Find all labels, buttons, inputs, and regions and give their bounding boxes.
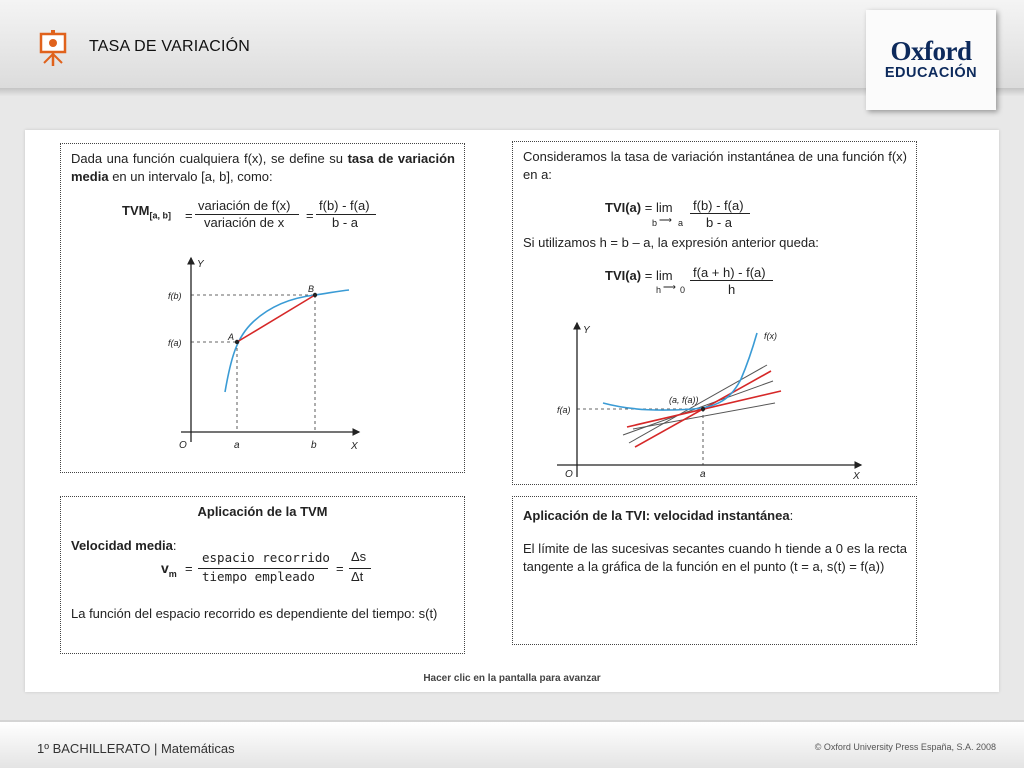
tvi-f1-eq: = lim <box>644 200 673 215</box>
tvm-x-label: X <box>351 441 358 452</box>
tvi-f2-bar <box>690 280 773 281</box>
tvi-f2-den: h <box>728 282 736 297</box>
tvm-y-label: Y <box>197 259 204 270</box>
tvi-f2 <box>605 268 673 283</box>
app-tvi-body: El límite de las sucesivas secantes cuando h tiende a 0 es la recta tangente a la gráfica de la función en el punto (t = a, s(t) = f(a)) <box>523 541 907 574</box>
tvm-frac2-den: b - a <box>332 215 359 230</box>
app-tvm-frac1-den: tiempo empleado <box>202 569 315 584</box>
app-tvm-velocity-label: Velocidad media <box>71 538 173 553</box>
tvm-secant <box>237 295 315 342</box>
app-tvm-vm-sub: m <box>168 568 177 579</box>
tvi-f2-label: TVI(a) <box>605 268 642 283</box>
app-tvi-title <box>523 507 793 525</box>
tvm-b-tick: b <box>311 440 317 451</box>
tvi-x-label: X <box>853 471 860 482</box>
tvi-y-label: Y <box>583 325 590 336</box>
tvm-equals-1: = <box>185 208 193 223</box>
tvi-f1-label: TVI(a) <box>605 200 642 215</box>
tvi-f2-eq: = lim <box>644 268 673 283</box>
tvm-curve <box>225 290 349 392</box>
app-tvm-frac2-den: Δt <box>351 569 364 584</box>
tvm-intro-bold: tasa de variación media <box>71 151 455 184</box>
tvm-frac2-num: f(b) - f(a) <box>319 198 370 213</box>
app-tvm-vm <box>161 560 177 579</box>
tvm-intro-post: en un intervalo [a, b], como: <box>108 169 273 184</box>
app-tvm-vm-main: v <box>161 560 169 576</box>
tvi-point <box>701 407 705 411</box>
tvm-intro-text <box>71 150 455 186</box>
tvm-origin-label: O <box>179 440 187 451</box>
tvi-f2-sub-from: h <box>656 285 662 295</box>
app-tvi-title-colon: : <box>789 508 794 523</box>
tvm-label-text: TVM <box>122 203 150 218</box>
oxford-logo-name: Oxford <box>890 36 972 66</box>
tvi-f2-arrow: ⟶ <box>663 282 676 292</box>
tvi-f1-sub-from: b <box>652 218 658 228</box>
app-tvm-velocity <box>71 537 177 555</box>
tvi-f2-num: f(a + h) - f(a) <box>693 265 766 280</box>
tvi-f2-sub-to: 0 <box>680 285 686 295</box>
tvi-f1-arrow: ⟶ <box>659 215 672 225</box>
app-tvm-box <box>60 496 465 654</box>
oxford-logo <box>866 10 996 110</box>
footer-copyright: © Oxford University Press España, S.A. 2008 <box>814 742 996 752</box>
tvm-label-sub: [a, b] <box>149 210 171 221</box>
tvi-intro-text: Consideramos la tasa de variación instantánea de una función f(x) en a: <box>523 149 907 182</box>
tvm-point-a <box>235 340 239 344</box>
app-tvm-frac1-num: espacio recorrido <box>202 550 330 565</box>
app-tvm-equals-1: = <box>185 561 193 576</box>
tvm-definition-box <box>60 143 465 473</box>
tvm-equals-2: = <box>306 208 314 223</box>
tvm-fb-label: f(b) <box>168 291 182 301</box>
app-tvm-velocity-colon: : <box>172 538 177 553</box>
tvi-a-tick: a <box>700 469 706 480</box>
advance-hint[interactable]: Hacer clic en la pantalla para avanzar <box>423 673 601 684</box>
tvm-frac1-num: variación de f(x) <box>198 198 291 213</box>
oxford-logo-sub: EDUCACIÓN <box>884 65 978 81</box>
tvm-graph <box>161 252 371 457</box>
tvi-fa-label: f(a) <box>557 405 571 415</box>
tvm-fa-label: f(a) <box>168 338 182 348</box>
tvm-a-tick: a <box>234 440 240 451</box>
tvm-frac1-den: variación de x <box>204 215 285 230</box>
tvi-point-label: (a, f(a)) <box>669 395 699 405</box>
tvi-definition-box <box>512 141 917 485</box>
tvm-b-point-label: B <box>308 284 315 294</box>
tvi-f1-den: b - a <box>706 215 733 230</box>
tvi-fx-label: f(x) <box>764 331 777 341</box>
tvm-a-point-label: A <box>228 332 235 342</box>
tvi-middle-text: Si utilizamos h = b – a, la expresión anterior queda: <box>523 235 819 250</box>
app-tvm-title: Aplicación de la TVM <box>197 504 328 519</box>
tvm-formula-label <box>122 203 171 221</box>
tvm-intro-pre: Dada una función cualquiera f(x), se define su <box>71 151 348 166</box>
app-tvi-title-text: Aplicación de la TVI: velocidad instantánea <box>523 508 790 523</box>
tvi-f1-num: f(b) - f(a) <box>693 198 744 213</box>
tvi-f1 <box>605 200 673 215</box>
footer-course: 1º BACHILLERATO | Matemáticas <box>37 741 235 756</box>
app-tvm-equals-2: = <box>336 561 344 576</box>
page-title: TASA DE VARIACIÓN <box>89 38 251 55</box>
app-tvm-frac2-num: Δs <box>351 549 367 564</box>
tvi-f1-sub-to: a <box>678 218 684 228</box>
presentation-easel-icon <box>38 30 68 66</box>
app-tvm-note: La función del espacio recorrido es dependiente del tiempo: s(t) <box>71 606 438 621</box>
app-tvi-box <box>512 496 917 645</box>
tvi-graph <box>543 317 873 482</box>
tvi-origin-label: O <box>565 469 573 480</box>
tvi-f1-bar <box>690 213 750 214</box>
